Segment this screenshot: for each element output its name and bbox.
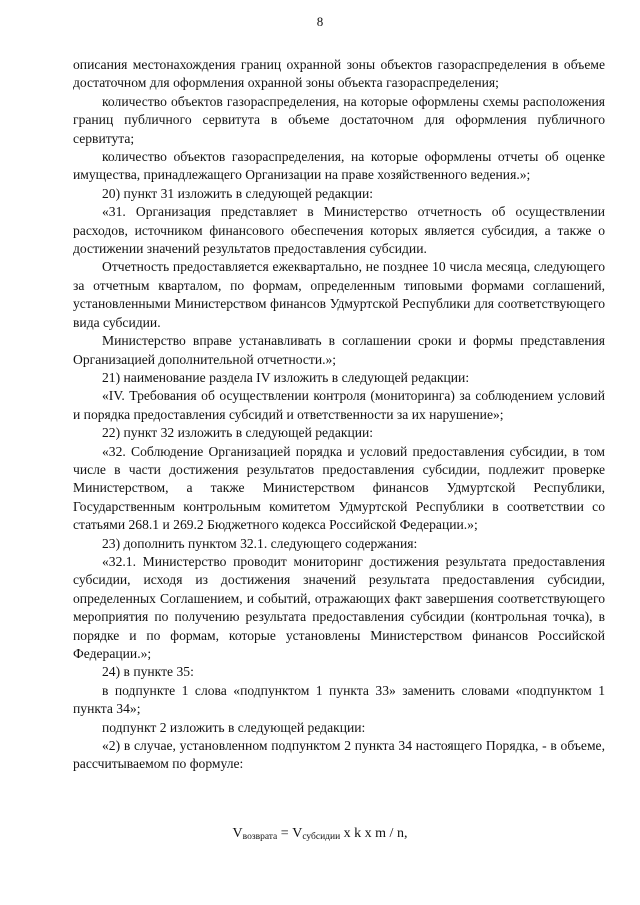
paragraph: количество объектов газораспределения, на которые оформлены отчеты об оценке имущества, принадлежащего Организации на праве хозяйственного ведения.»; (73, 149, 605, 183)
paragraph: «32.1. Министерство проводит мониторинг достижения результата предоставления субсидии, исходя из достижения значений результата предоставления субсидии, определенных Соглашением, и событий, отражающих факт завершения соответствующего мероприятия по получению результата предоставления субсидии (контрольная точка), в порядке и по формам, которые установлены Министерством финансов Российской Федерации.»; (73, 553, 605, 661)
paragraph: в подпункте 1 слова «подпунктом 1 пункта 33» заменить словами «подпунктом 1 пункта 34»; (73, 682, 605, 717)
paragraph: 21) наименование раздела IV изложить в следующей редакции: (102, 369, 470, 385)
paragraph: «31. Организация представляет в Министерство отчетность об осуществлении расходов, источником финансового обеспечения которых является субсидия, а также о достижении значений результатов предоставления субсидии. (73, 204, 605, 257)
paragraph: Отчетность предоставляется ежеквартально, не позднее 10 числа месяца, следующего за отчетным кварталом, по формам, определенным типовыми формами соглашений, установленными Министерством финансов Удмуртской Республики для соответствующего вида субсидии. (73, 259, 605, 330)
paragraph: подпункт 2 изложить в следующей редакции: (102, 719, 366, 735)
paragraph: 22) пункт 32 изложить в следующей редакции: (102, 425, 374, 441)
paragraph: 20) пункт 31 изложить в следующей редакции: (102, 185, 374, 201)
paragraph: 24) в пункте 35: (102, 664, 194, 680)
paragraph: 23) дополнить пунктом 32.1. следующего содержания: (102, 535, 418, 551)
paragraph: «32. Соблюдение Организацией порядка и условий предоставления субсидии, в том числе в части достижения результатов предоставления субсидии, подлежит проверке Министерством, а также Министерством финансов Удмуртской Республики, Государственным контрольным комитетом Удмуртской Республики в соответствии со статьями 268.1 и 269.2 Бюджетного кодекса Российской Федерации.»; (73, 443, 605, 533)
paragraph: «IV. Требования об осуществлении контроля (мониторинга) за соблюдением условий и порядка предоставления субсидий и ответственности за их нарушение»; (73, 388, 605, 422)
paragraph: «2) в случае, установленном подпунктом 2 пункта 34 настоящего Порядка, - в объеме, рассчитываемом по формуле: (73, 738, 605, 772)
formula-sub-right: субсидии (302, 832, 341, 842)
formula-equals: = (277, 826, 293, 841)
paragraph: количество объектов газораспределения, на которые оформлены схемы расположения границ публичного сервитута в объеме достаточном для оформления публичного сервитута; (73, 93, 605, 146)
formula-rest: x k x m / n, (340, 826, 408, 841)
paragraph: описания местонахождения границ охранной зоны объектов газораспределения в объеме достаточном для оформления охранной зоны объекта газораспределения; (73, 57, 605, 91)
formula (0, 826, 640, 842)
formula-v-left: V (232, 826, 243, 841)
document-body (73, 56, 605, 774)
paragraph: Министерство вправе устанавливать в соглашении сроки и формы представления Организацией дополнительной отчетности.»; (73, 333, 605, 367)
formula-sub-left: возврата (242, 832, 278, 842)
formula-v-right: V (292, 826, 303, 841)
page-number: 8 (316, 14, 324, 29)
